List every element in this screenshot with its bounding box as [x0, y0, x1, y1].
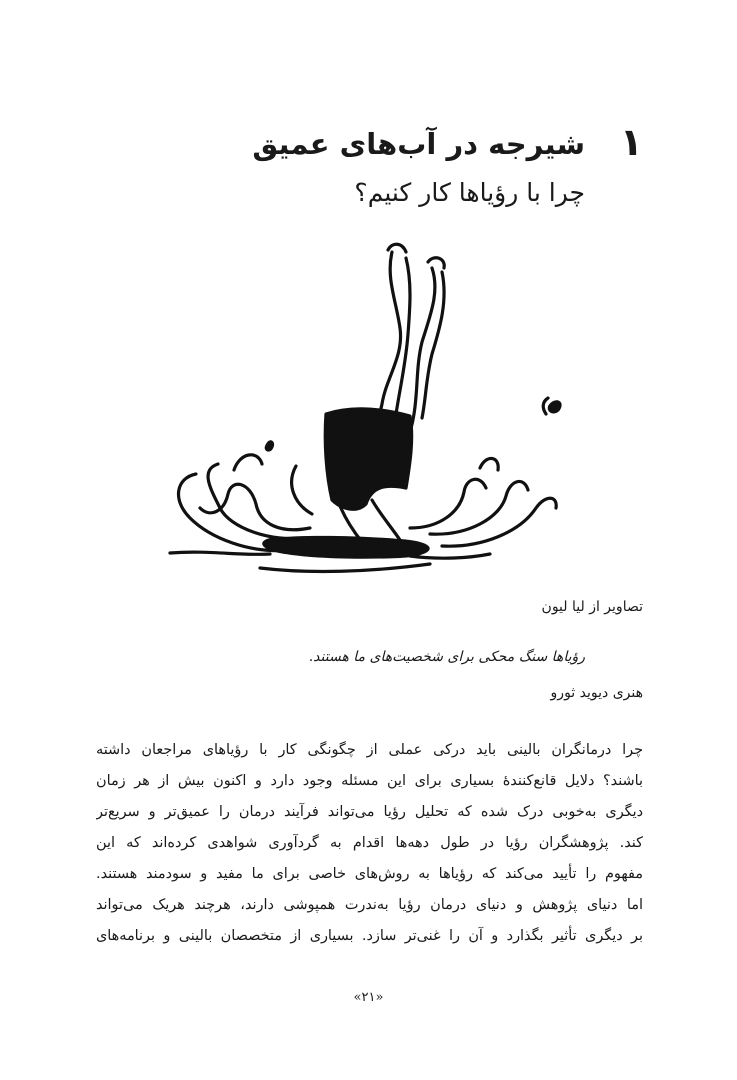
chapter-title: شیرجه در آب‌های عمیق: [252, 127, 585, 161]
splash-drop-right-tail: [543, 398, 548, 414]
ripple-line-left: [170, 552, 270, 554]
page-number: «۲۱»: [353, 990, 384, 1005]
splash-drop-right: [548, 400, 562, 413]
right-foot: [428, 258, 444, 268]
ripple-line-bottom: [260, 564, 430, 571]
torso-right: [372, 500, 400, 540]
body-line: بر دیگری تأثیر بگذارد و آن را غنی‌تر سازد. بسیاری از متخصصان بالینی و برنامه‌های: [96, 928, 643, 944]
chapter-number: ۱: [619, 120, 643, 164]
body-line: باشند؟ دلایل قانع‌کنندهٔ بسیاری برای این مسئله وجود دارد و اکنون بیش از هر زمان: [96, 773, 643, 789]
body-paragraph: [96, 735, 643, 952]
epigraph-quote: رؤیاها سنگ محکی برای شخصیت‌های ما هستند.: [308, 649, 585, 665]
splash-right-1: [410, 479, 486, 528]
splash-right-2: [430, 481, 528, 534]
chapter-subtitle: چرا با رؤیاها کار کنیم؟: [354, 178, 585, 207]
swim-shorts: [325, 409, 411, 509]
body-line: اما دنیای پژوهش و دنیای درمان رؤیا به‌ندرت همپوشی دارند، هرچند هریک می‌تواند: [96, 897, 643, 913]
epigraph-author: هنری دیوید ثورو: [550, 685, 643, 701]
ripple-line-right: [410, 554, 490, 558]
left-leg-inner: [396, 258, 410, 414]
left-foot: [388, 244, 406, 252]
diver-splash-illustration: [110, 238, 610, 583]
splash-drop-left: [265, 440, 274, 451]
body-line: دیگری به‌خوبی درک شده که تحلیل رؤیا می‌تواند فرآیند درمان را عمیق‌تر و سریع‌تر: [96, 804, 643, 820]
splash-left-4: [234, 455, 262, 470]
body-line: کند. پژوهشگران رؤیا در طول دهه‌ها اقدام به گردآوری شواهدی کرده‌اند که این: [96, 835, 643, 851]
body-line: مفهوم را تأیید می‌کند که رؤیاها به روش‌های خاصی برای ما مفید و سودمند هستند.: [96, 866, 643, 882]
splash-left-5: [292, 466, 312, 514]
illustration-credit: تصاویر از لیا لیون: [541, 599, 643, 615]
body-line: چرا درمانگران بالینی باید درکی عملی از چگونگی کار با رؤیاهای مراجعان داشته: [96, 742, 643, 758]
splash-right-4: [480, 458, 498, 470]
